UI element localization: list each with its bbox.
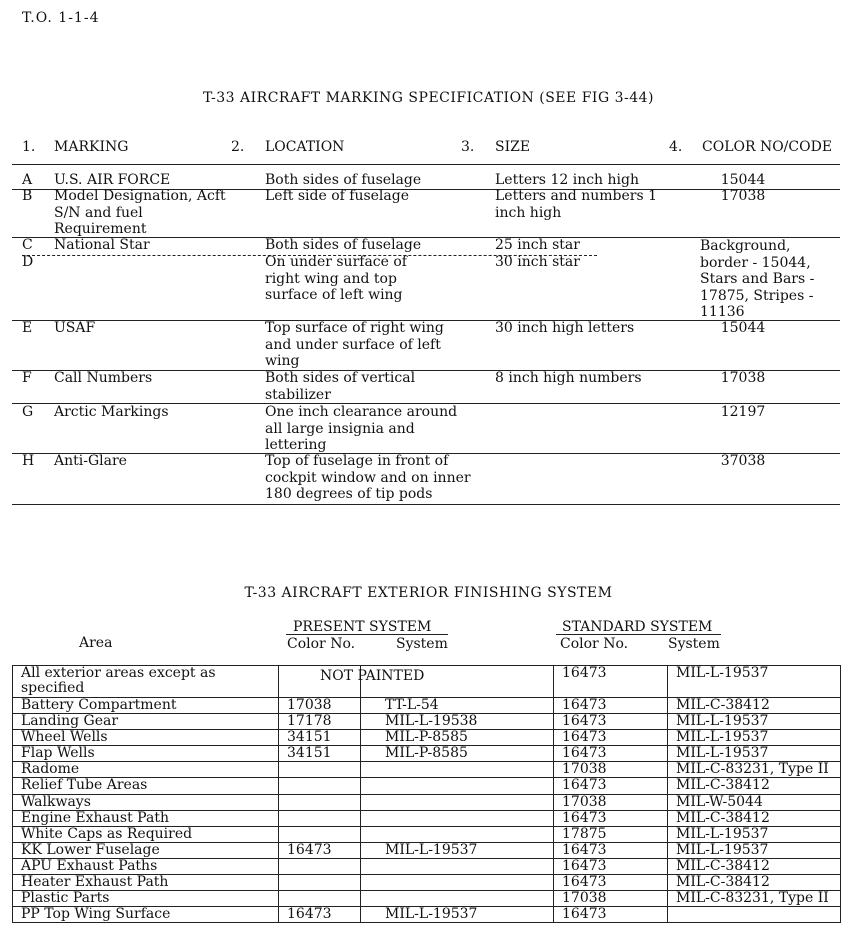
standard-system-cell: MIL-C-38412: [668, 810, 841, 826]
standard-system-cell: MIL-W-5044: [668, 794, 841, 810]
size-cell: 25 inch star: [495, 237, 580, 253]
table-row: [13, 907, 841, 923]
col-header-num: 3.: [461, 139, 475, 155]
table-row: [13, 842, 841, 858]
standard-system-cell: MIL-L-19537: [668, 826, 841, 842]
col-header-marking: MARKING: [54, 139, 129, 155]
area-cell: White Caps as Required: [13, 826, 279, 842]
table-row: [13, 762, 841, 778]
area-cell: Wheel Wells: [13, 730, 279, 746]
standard-system-cell: MIL-C-83231, Type II: [668, 762, 841, 778]
standard-color-no-header: Color No.: [560, 636, 629, 652]
present-color-cell: [279, 794, 361, 810]
color-cell: 37038: [720, 453, 766, 469]
standard-color-cell: 16473: [554, 858, 668, 874]
col-header-num: 4.: [669, 139, 683, 155]
marking-cell: National Star: [54, 237, 150, 253]
row-letter: F: [22, 370, 32, 386]
row-letter: H: [22, 453, 35, 469]
present-system-cell: TT-L-54: [361, 698, 554, 714]
marking-cell: U.S. AIR FORCE: [54, 172, 171, 188]
present-system-cell: MIL-P-8585: [361, 730, 554, 746]
color-cell: 15044: [720, 172, 766, 188]
size-cell: 30 inch star: [495, 254, 580, 270]
present-color-cell: 16473: [279, 907, 361, 923]
table-rule: [12, 164, 840, 165]
table-row: [13, 714, 841, 730]
row-letter: E: [22, 320, 33, 336]
area-cell: Battery Compartment: [13, 698, 279, 714]
standard-color-cell: 17038: [554, 794, 668, 810]
present-color-cell: 34151: [279, 746, 361, 762]
table-row: [13, 875, 841, 891]
area-cell: Engine Exhaust Path: [13, 810, 279, 826]
standard-color-cell: 17875: [554, 826, 668, 842]
cd-color-note: Background, border - 15044, Stars and Bars - 17875, Stripes - 11136: [700, 238, 815, 320]
standard-system-cell: MIL-C-83231, Type II: [668, 891, 841, 907]
marking-cell: Model Designation, Acft S/N and fuel Requirement: [54, 188, 226, 237]
present-system-header: PRESENT SYSTEM: [293, 619, 432, 635]
present-system-cell: [361, 794, 554, 810]
area-cell: Walkways: [13, 794, 279, 810]
present-system-cell: [361, 778, 554, 794]
standard-system-cell: MIL-L-19537: [668, 666, 841, 698]
standard-header-underline: [556, 634, 721, 635]
area-cell: All exterior areas except as specified: [13, 666, 279, 698]
table-row: [13, 730, 841, 746]
standard-color-cell: 16473: [554, 714, 668, 730]
present-system-cell: [361, 858, 554, 874]
present-system-col-header: System: [396, 636, 448, 652]
table-row: [13, 858, 841, 874]
present-system-cell: MIL-L-19538: [361, 714, 554, 730]
marking-cell: Anti-Glare: [54, 453, 127, 469]
present-system-cell: MIL-L-19537: [361, 907, 554, 923]
standard-color-cell: 16473: [554, 778, 668, 794]
standard-color-cell: 16473: [554, 907, 668, 923]
standard-system-cell: MIL-L-19537: [668, 714, 841, 730]
marking-spec-title: T-33 AIRCRAFT MARKING SPECIFICATION (SEE FIG 3-44): [203, 90, 654, 106]
size-cell: 30 inch high letters: [495, 320, 635, 336]
standard-system-cell: MIL-C-38412: [668, 698, 841, 714]
present-color-cell: [279, 826, 361, 842]
standard-system-cell: MIL-L-19537: [668, 746, 841, 762]
marking-cell: USAF: [54, 320, 96, 336]
standard-color-cell: 16473: [554, 875, 668, 891]
standard-system-cell: MIL-C-38412: [668, 875, 841, 891]
row-letter: C: [22, 237, 33, 253]
standard-color-cell: 17038: [554, 762, 668, 778]
standard-system-cell: [668, 907, 841, 923]
col-header-num: 1.: [22, 139, 36, 155]
row-letter: A: [22, 172, 33, 188]
row-letter: B: [22, 188, 33, 204]
present-color-cell: 17038: [279, 698, 361, 714]
present-color-cell: [279, 875, 361, 891]
size-cell: Letters 12 inch high: [495, 172, 639, 188]
standard-color-cell: 16473: [554, 698, 668, 714]
area-cell: Flap Wells: [13, 746, 279, 762]
col-header-color: COLOR NO/CODE: [702, 139, 833, 155]
col-header-location: LOCATION: [265, 139, 345, 155]
present-system-cell: [361, 810, 554, 826]
area-cell: Landing Gear: [13, 714, 279, 730]
present-color-cell: 34151: [279, 730, 361, 746]
table-row: [13, 666, 841, 698]
standard-system-cell: MIL-C-38412: [668, 778, 841, 794]
document-id: T.O. 1-1-4: [22, 10, 100, 26]
location-cell: Left side of fuselage: [265, 188, 409, 204]
standard-color-cell: 16473: [554, 730, 668, 746]
area-cell: Relief Tube Areas: [13, 778, 279, 794]
color-cell: 12197: [720, 404, 766, 420]
location-cell: Both sides of vertical stabilizer: [265, 370, 416, 403]
color-cell: 15044: [720, 320, 766, 336]
size-cell: 8 inch high numbers: [495, 370, 642, 386]
standard-system-col-header: System: [668, 636, 720, 652]
present-color-cell: [279, 762, 361, 778]
location-cell: Both sides of fuselage: [265, 172, 422, 188]
standard-color-cell: 16473: [554, 746, 668, 762]
standard-color-cell: 16473: [554, 842, 668, 858]
table-row: [13, 698, 841, 714]
standard-system-cell: MIL-L-19537: [668, 842, 841, 858]
table-rule: [12, 504, 840, 505]
present-color-cell: [279, 810, 361, 826]
area-cell: APU Exhaust Paths: [13, 858, 279, 874]
location-cell: Top of fuselage in front of cockpit window and on inner 180 degrees of tip pods: [265, 453, 471, 502]
standard-system-cell: MIL-C-38412: [668, 858, 841, 874]
finishing-table: [12, 665, 841, 923]
standard-color-cell: 17038: [554, 891, 668, 907]
present-color-cell: 17178: [279, 714, 361, 730]
color-cell: 17038: [720, 188, 766, 204]
present-color-cell: 16473: [279, 842, 361, 858]
marking-cell: Call Numbers: [54, 370, 153, 386]
size-cell: Letters and numbers 1 inch high: [495, 188, 658, 221]
present-system-cell: MIL-P-8585: [361, 746, 554, 762]
present-color-no-header: Color No.: [287, 636, 356, 652]
color-cell: 17038: [720, 370, 766, 386]
location-cell: One inch clearance around all large insignia and lettering: [265, 404, 458, 453]
present-system-cell: [361, 826, 554, 842]
not-painted-label: NOT PAINTED: [320, 668, 425, 684]
present-system-cell: [361, 762, 554, 778]
present-color-cell: [279, 891, 361, 907]
table-row: [13, 826, 841, 842]
col-header-size: SIZE: [495, 139, 531, 155]
present-system-cell: [361, 875, 554, 891]
row-letter: D: [22, 254, 34, 270]
marking-cell: Arctic Markings: [54, 404, 169, 420]
standard-system-header: STANDARD SYSTEM: [562, 619, 713, 635]
col-header-num: 2.: [231, 139, 245, 155]
row-letter: G: [22, 404, 34, 420]
finishing-system-title: T-33 AIRCRAFT EXTERIOR FINISHING SYSTEM: [244, 585, 613, 601]
table-row: [13, 778, 841, 794]
location-cell: On under surface of right wing and top surface of left wing: [265, 254, 407, 303]
present-color-cell: [279, 778, 361, 794]
table-row: [13, 746, 841, 762]
area-cell: Radome: [13, 762, 279, 778]
standard-color-cell: 16473: [554, 666, 668, 698]
location-cell: Both sides of fuselage: [265, 237, 422, 253]
area-header: Area: [79, 635, 113, 651]
standard-color-cell: 16473: [554, 810, 668, 826]
standard-system-cell: MIL-L-19537: [668, 730, 841, 746]
table-row: [13, 891, 841, 907]
area-cell: Plastic Parts: [13, 891, 279, 907]
present-header-underline: [286, 634, 448, 635]
present-color-cell: [279, 858, 361, 874]
area-cell: KK Lower Fuselage: [13, 842, 279, 858]
table-row: [13, 810, 841, 826]
present-system-cell: [361, 891, 554, 907]
location-cell: Top surface of right wing and under surface of left wing: [265, 320, 444, 369]
area-cell: Heater Exhaust Path: [13, 875, 279, 891]
area-cell: PP Top Wing Surface: [13, 907, 279, 923]
table-row: [13, 794, 841, 810]
present-system-cell: MIL-L-19537: [361, 842, 554, 858]
